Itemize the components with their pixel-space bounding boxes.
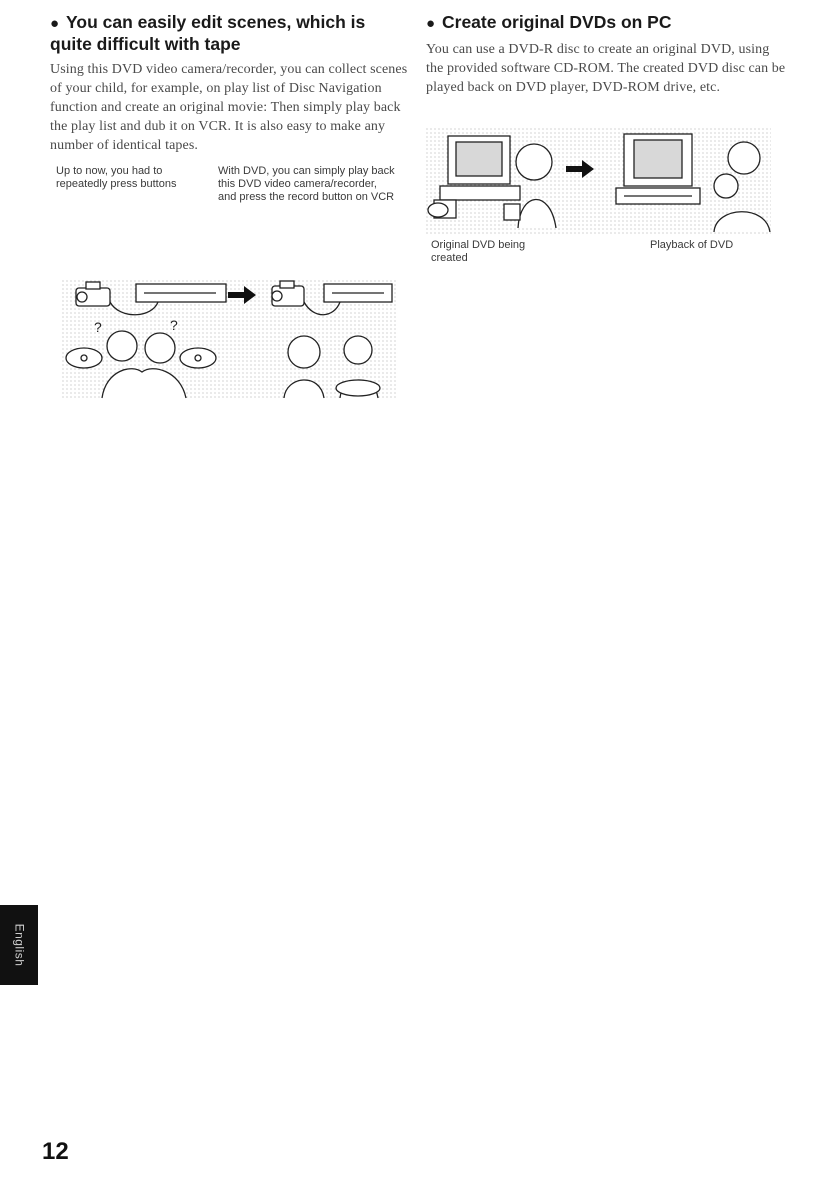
caption-row xyxy=(50,165,410,227)
caption-dvd-created: Original DVD being created xyxy=(431,239,526,264)
section-body: You can use a DVD-R disc to create an original DVD, using the provided software CD-ROM. The created DVD disc can be played back on DVD player, DVD-ROM drive, etc. xyxy=(426,42,786,95)
bullet-icon: ● xyxy=(50,15,60,32)
section-create-dvds xyxy=(426,12,786,97)
pc-dvd-illustration xyxy=(426,128,771,236)
heading-text: You can easily edit scenes, which is quite difficult with tape xyxy=(50,12,366,54)
section-edit-scenes xyxy=(50,12,410,227)
pc-dvd-drawing xyxy=(426,128,771,236)
caption-before: Up to now, you had to repeatedly press buttons xyxy=(56,165,177,190)
tape-dubbing-illustration xyxy=(62,280,398,400)
language-tab xyxy=(0,905,38,985)
language-tab-label: English xyxy=(12,923,27,967)
svg-text:?: ? xyxy=(94,319,102,335)
dubbing-comparison-drawing xyxy=(62,280,398,400)
bullet-icon: ● xyxy=(426,15,436,32)
caption-after: With DVD, you can simply play back this DVD video camera/recorder, and press the record button on VCR xyxy=(218,165,395,203)
heading-text: Create original DVDs on PC xyxy=(442,12,672,32)
section-heading xyxy=(426,12,786,34)
page-number: 12 xyxy=(42,1138,69,1165)
caption-dvd-playback: Playback of DVD xyxy=(650,239,734,251)
svg-text:?: ? xyxy=(170,317,178,333)
section-heading xyxy=(50,12,410,54)
section-body: Using this DVD video camera/recorder, you can collect scenes of your child, for example, on play list of Disc Navigation function and create an original movie: Then simply play back the play list and dub it on VCR. It is also easy to make any number of identical tapes. xyxy=(50,62,408,153)
